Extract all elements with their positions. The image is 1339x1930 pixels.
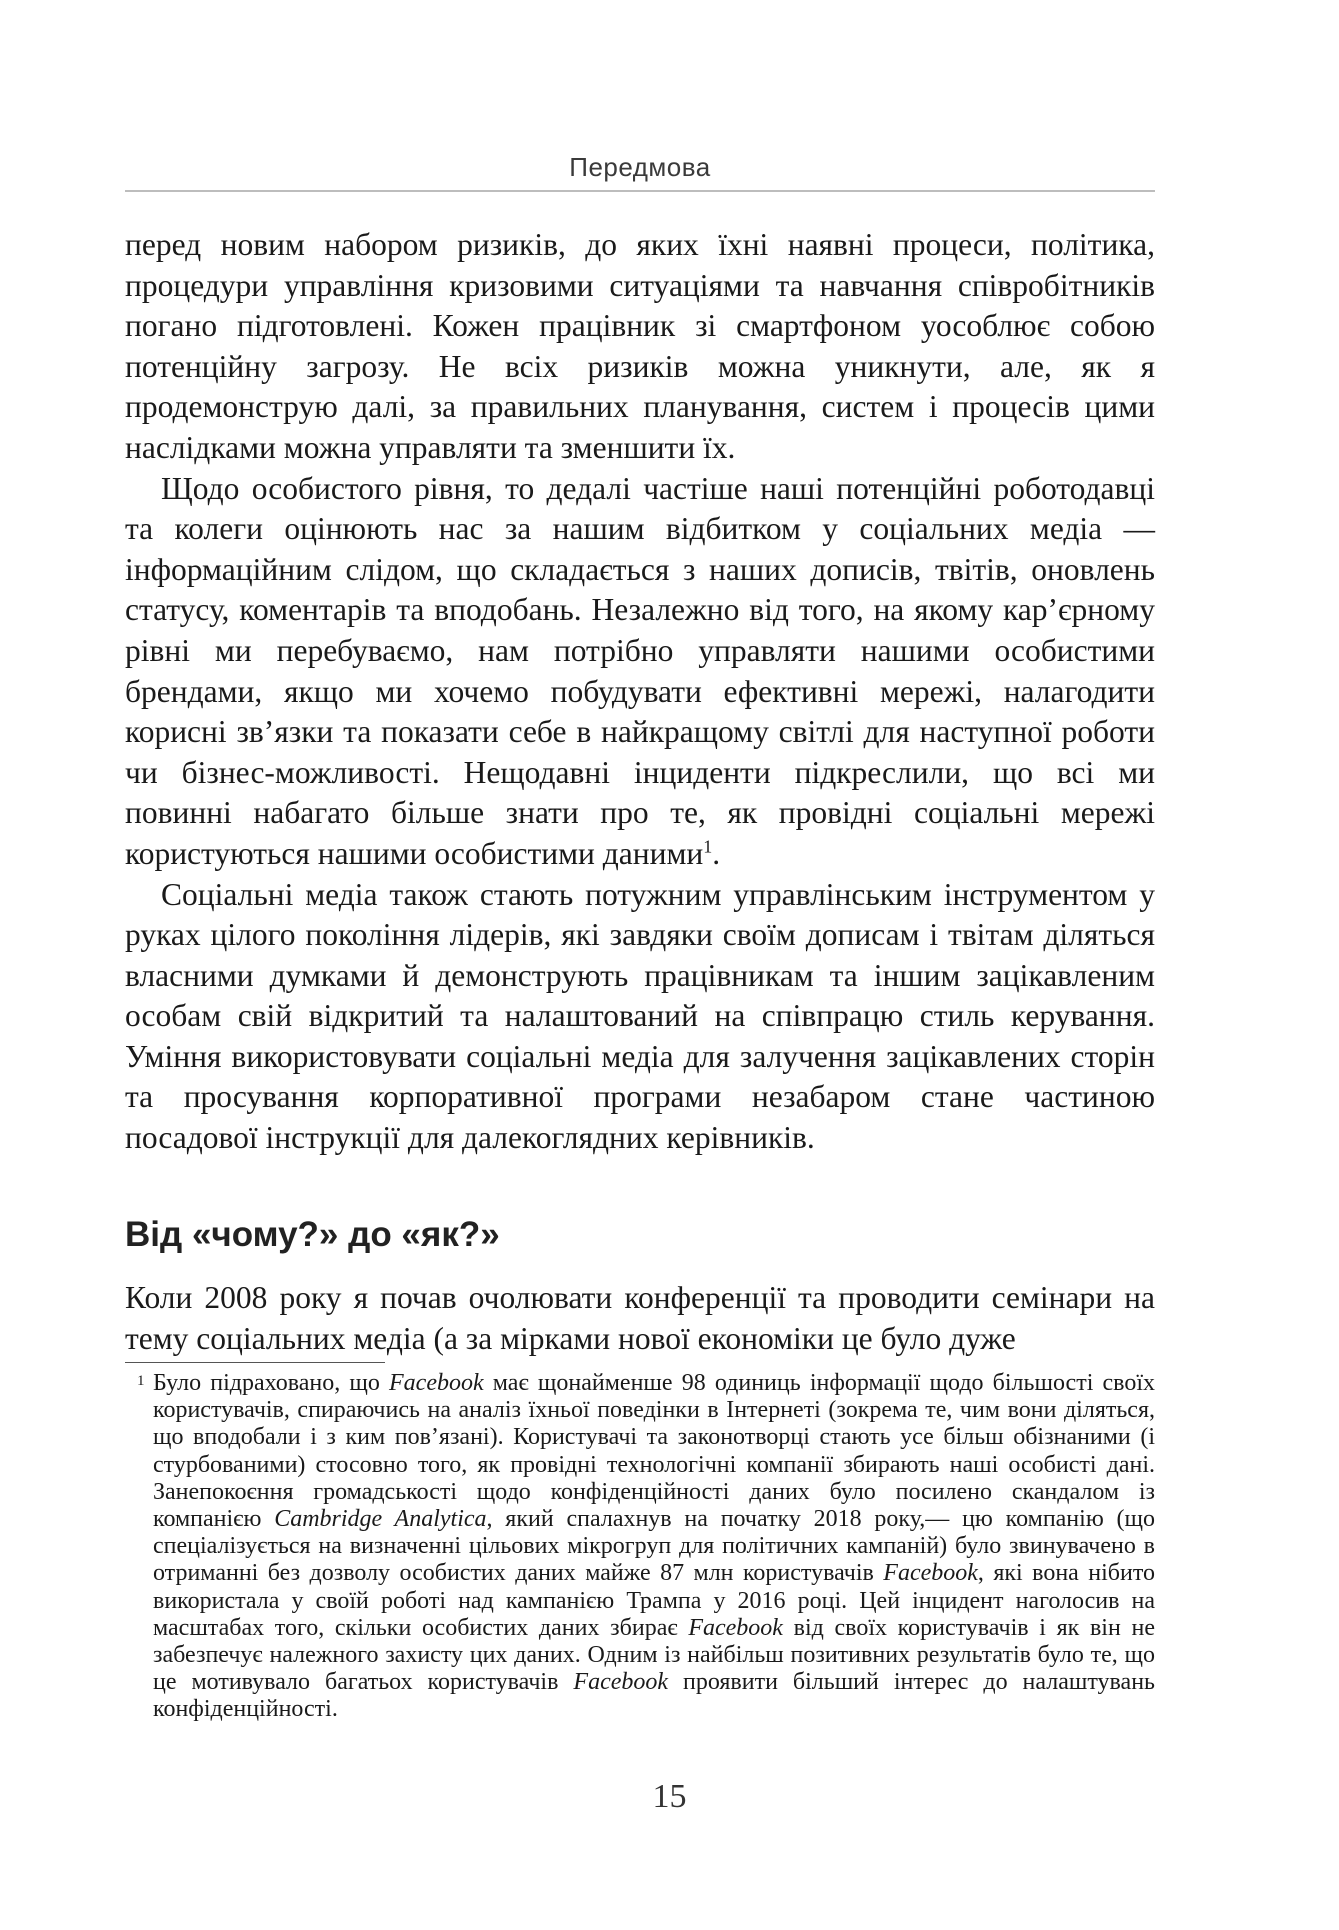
section-heading: Від «чому?» до «як?» bbox=[125, 1215, 500, 1254]
footnote-italic: Facebook bbox=[883, 1560, 978, 1587]
header-rule bbox=[125, 190, 1155, 192]
running-head: Передмова bbox=[569, 152, 711, 182]
page-number: 15 bbox=[652, 1778, 687, 1815]
paragraph: Соціальні медіа також стають потужним управлінським інструментом у руках цілого покоління лідерів, які завдяки своїм дописам і твітам діляться власними думками й демонструють працівникам та іншим зацікавленим особам свій відкритий та налаштований на співпрацю стиль керування. Уміння використовувати соціальні медіа для залучення зацікавлених сторін та просування корпоративної програми незабаром стане частиною посадової інструкції для далекоглядних керівників. bbox=[125, 876, 1155, 1156]
footnote-segment: , які вона нібито використала у своїй роботі над кампанією Трампа у 2016 році. Цей інцидент наголосив на масштабах того, скільки особистих даних збирає bbox=[153, 1560, 1155, 1641]
footnote-marker: 1 bbox=[137, 1373, 145, 1389]
main-text bbox=[125, 225, 1155, 1159]
footnote-italic: Facebook bbox=[389, 1370, 484, 1396]
footnote-segment: , який спалахнув на початку 2018 року,— цю компанію (що спеціалізується на визначенні цільових мікрогруп для політичних кампаній) було звинувачено в отриманні без дозволу особистих даних майже 87 млн користувачів bbox=[153, 1506, 1156, 1587]
paragraph-end: . bbox=[712, 835, 721, 871]
footnote bbox=[125, 1370, 1155, 1724]
footnote-reference[interactable]: 1 bbox=[703, 836, 713, 857]
footnote-separator bbox=[125, 1362, 385, 1363]
footnote-italic: Cambridge Analytica bbox=[274, 1506, 487, 1533]
paragraph bbox=[125, 469, 1155, 875]
footnote-segment: проявити більший інтерес до налаштувань конфіденційності. bbox=[153, 1669, 1155, 1723]
footnote-italic: Facebook bbox=[688, 1614, 783, 1641]
footnote-segment: Було підраховано, що bbox=[153, 1370, 390, 1396]
footnote-text bbox=[153, 1370, 1155, 1724]
section-paragraph: Коли 2008 року я почав очолювати конференції та проводити семінари на тему соціальних медіа (а за мірками нової економіки це було дуже bbox=[125, 1280, 1155, 1356]
footnote-segment: має щонайменше 98 одиниць інформації щодо більшості своїх користувачів, спираючись на аналіз їхньої поведінки в Інтернеті (зокрема те, чим вони діляться, що вподобали і з ким пов’язані). Користувачі та законотворці стають усе більш обізнаними (і стурбованими) стосовно того, як провідні технологічні компанії збирають наші особисті дані. Занепокоєння громадськості щодо конфіденційності даних було посилено скандалом із компанією bbox=[153, 1370, 1156, 1533]
paragraph-text: Щодо особистого рівня, то дедалі частіше наші потенційні роботодавці та колеги оцінюють нас за нашим відбитком у соціальних медіа — інформаційним слідом, що складається з наших дописів, твітів, оновлень статусу, коментарів та вподобань. Незалежно від того, на якому кар’єрному рівні ми перебуваємо, нам потрібно управляти нашими особистими брендами, якщо ми хочемо побудувати ефективні мережі, налагодити корисні зв’язки та показати себе в найкращому світлі для наступної роботи чи бізнес-можливості. Нещодавні інциденти підкреслили, що всі ми повинні набагато більше знати про те, як провідні соціальні мережі користуються нашими особистими даними bbox=[125, 470, 1155, 871]
paragraph: перед новим набором ризиків, до яких їхні наявні процеси, політика, процедури управління кризовими ситуаціями та навчання співробітників погано підготовлені. Кожен працівник зі смартфоном уособлює собою потенційну загрозу. Не всіх ризиків можна уникнути, але, як я продемонструю далі, за правильних планування, систем і процесів цими наслідками можна управляти та зменшити їх. bbox=[125, 227, 1155, 465]
footnote-segment: від своїх користувачів і як він не забезпечує належного захисту цих даних. Одним із найбільш позитивних результатів було те, що це мотивувало багатьох користувачів bbox=[153, 1614, 1155, 1696]
footnote-italic: Facebook bbox=[573, 1669, 669, 1696]
